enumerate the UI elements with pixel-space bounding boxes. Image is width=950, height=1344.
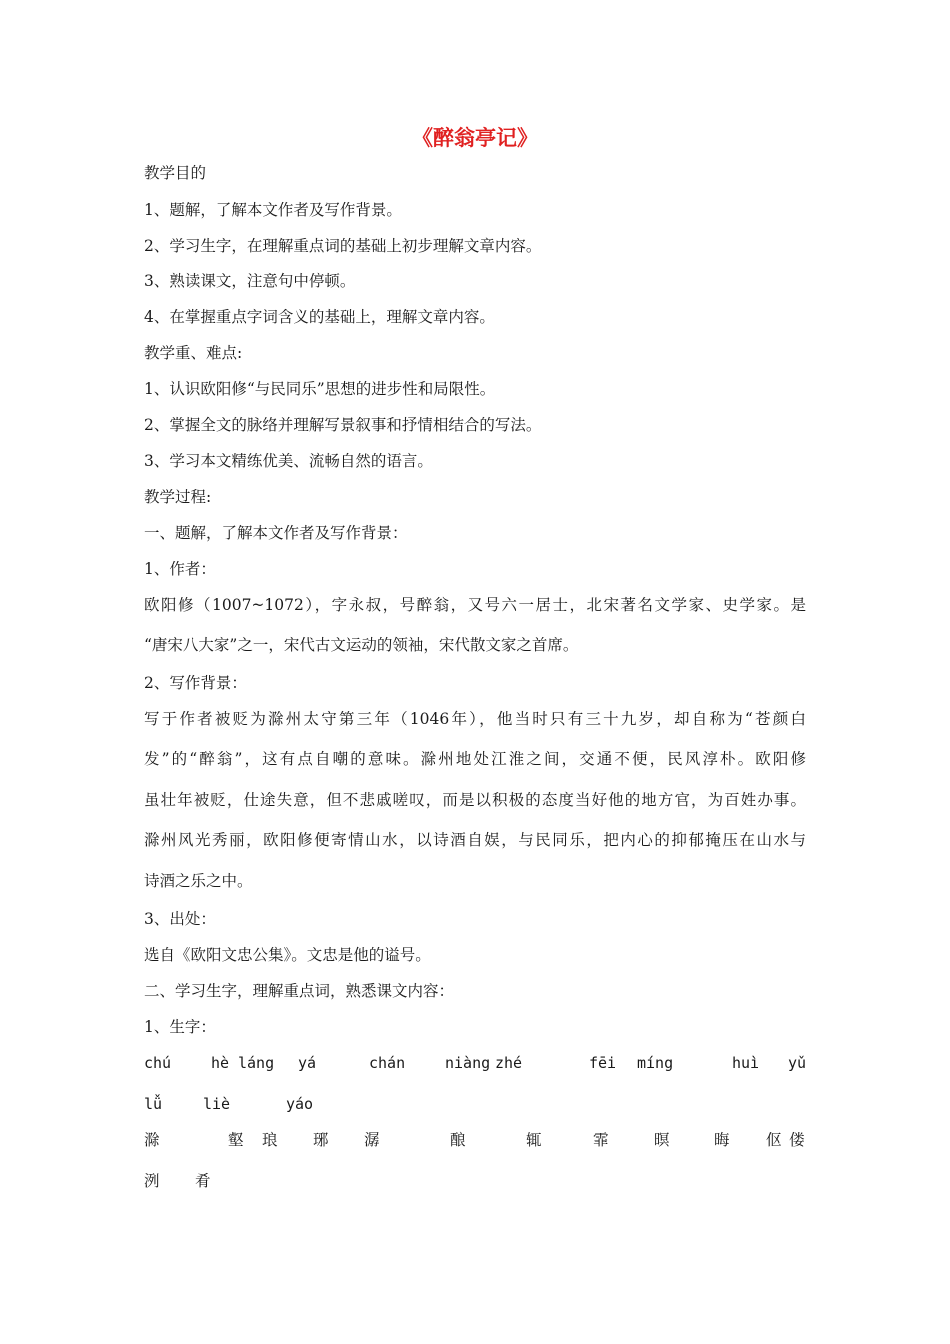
pinyin: fēi (589, 1054, 617, 1072)
key-point-item: 3、学习本文精练优美、流畅自然的语言。 (144, 452, 433, 470)
document-title: 《醉翁亭记》 (412, 126, 538, 150)
chinese-character: 晦 (714, 1131, 730, 1149)
objective-item: 4、在掌握重点字词含义的基础上，理解文章内容。 (144, 308, 495, 326)
objective-item: 1、题解，了解本文作者及写作背景。 (144, 201, 402, 219)
pinyin: huì (732, 1054, 760, 1072)
chinese-character: 潺 (364, 1131, 380, 1149)
background-paragraph-line: 诗酒之乐之中。 (144, 872, 253, 890)
chinese-character: 辄 (526, 1131, 542, 1149)
key-points-heading: 教学重、难点: (144, 344, 243, 362)
chinese-character: 暝 (654, 1131, 670, 1149)
chinese-character: 洌 (144, 1172, 160, 1190)
chinese-character: 酿 (450, 1131, 466, 1149)
background-paragraph-line: 虽壮年被贬，仕途失意，但不悲戚嗟叹，而是以积极的态度当好他的地方官，为百姓办事。 (144, 791, 806, 809)
key-point-item: 2、掌握全文的脉络并理解写景叙事和抒情相结合的写法。 (144, 416, 542, 434)
background-paragraph-line: 发”的“醉翁”，这有点自嘲的意味。滁州地处江淮之间，交通不便，民风淳朴。欧阳修 (144, 750, 806, 768)
background-paragraph-line: 写于作者被贬为滁州太守第三年（1046年），他当时只有三十九岁，却自称为“苍颜白 (144, 710, 806, 728)
objective-item: 3、熟读课文，注意句中停顿。 (144, 272, 356, 290)
pinyin: chú (144, 1054, 172, 1072)
pinyin: hè (211, 1054, 230, 1072)
background-heading: 2、写作背景： (144, 674, 247, 692)
author-heading: 1、作者： (144, 560, 216, 578)
section-heading: 二、学习生字，理解重点词，熟悉课文内容： (144, 982, 455, 1000)
process-heading: 教学过程: (144, 488, 212, 506)
chinese-character: 伛 (766, 1131, 782, 1149)
background-paragraph-line: 滁州风光秀丽，欧阳修便寄情山水，以诗酒自娱，与民同乐，把内心的抑郁掩压在山水与 (144, 831, 806, 849)
pinyin: liè (203, 1095, 231, 1113)
chinese-character: 琅 (262, 1131, 278, 1149)
pinyin: niàng (445, 1054, 491, 1072)
pinyin: chán (369, 1054, 406, 1072)
objective-item: 2、学习生字，在理解重点词的基础上初步理解文章内容。 (144, 237, 542, 255)
pinyin: yǔ (788, 1054, 807, 1072)
objectives-heading: 教学目的 (144, 164, 207, 182)
chinese-character: 偻 (789, 1131, 805, 1149)
pinyin: zhé (495, 1054, 523, 1072)
source-line: 选自《欧阳文忠公集》。文忠是他的谥号。 (144, 946, 431, 964)
chinese-character: 肴 (195, 1172, 211, 1190)
pinyin: yá (298, 1054, 317, 1072)
author-paragraph-line: 欧阳修（1007~1072），字永叔，号醉翁，又号六一居士，北宋著名文学家、史学家。是 (144, 596, 806, 614)
key-point-item: 1、认识欧阳修“与民同乐”思想的进步性和局限性。 (144, 380, 496, 398)
source-heading: 3、出处： (144, 910, 216, 928)
new-characters-heading: 1、生字： (144, 1018, 216, 1036)
chinese-character: 滁 (144, 1131, 160, 1149)
section-heading: 一、题解，了解本文作者及写作背景： (144, 524, 408, 542)
author-paragraph-line: “唐宋八大家”之一，宋代古文运动的领袖，宋代散文家之首席。 (144, 636, 579, 654)
pinyin: yáo (286, 1095, 314, 1113)
chinese-character: 壑 (228, 1131, 244, 1149)
pinyin: lǚ (144, 1095, 163, 1113)
chinese-character: 琊 (313, 1131, 329, 1149)
chinese-character: 霏 (593, 1131, 609, 1149)
pinyin: míng (637, 1054, 674, 1072)
pinyin: láng (238, 1054, 275, 1072)
